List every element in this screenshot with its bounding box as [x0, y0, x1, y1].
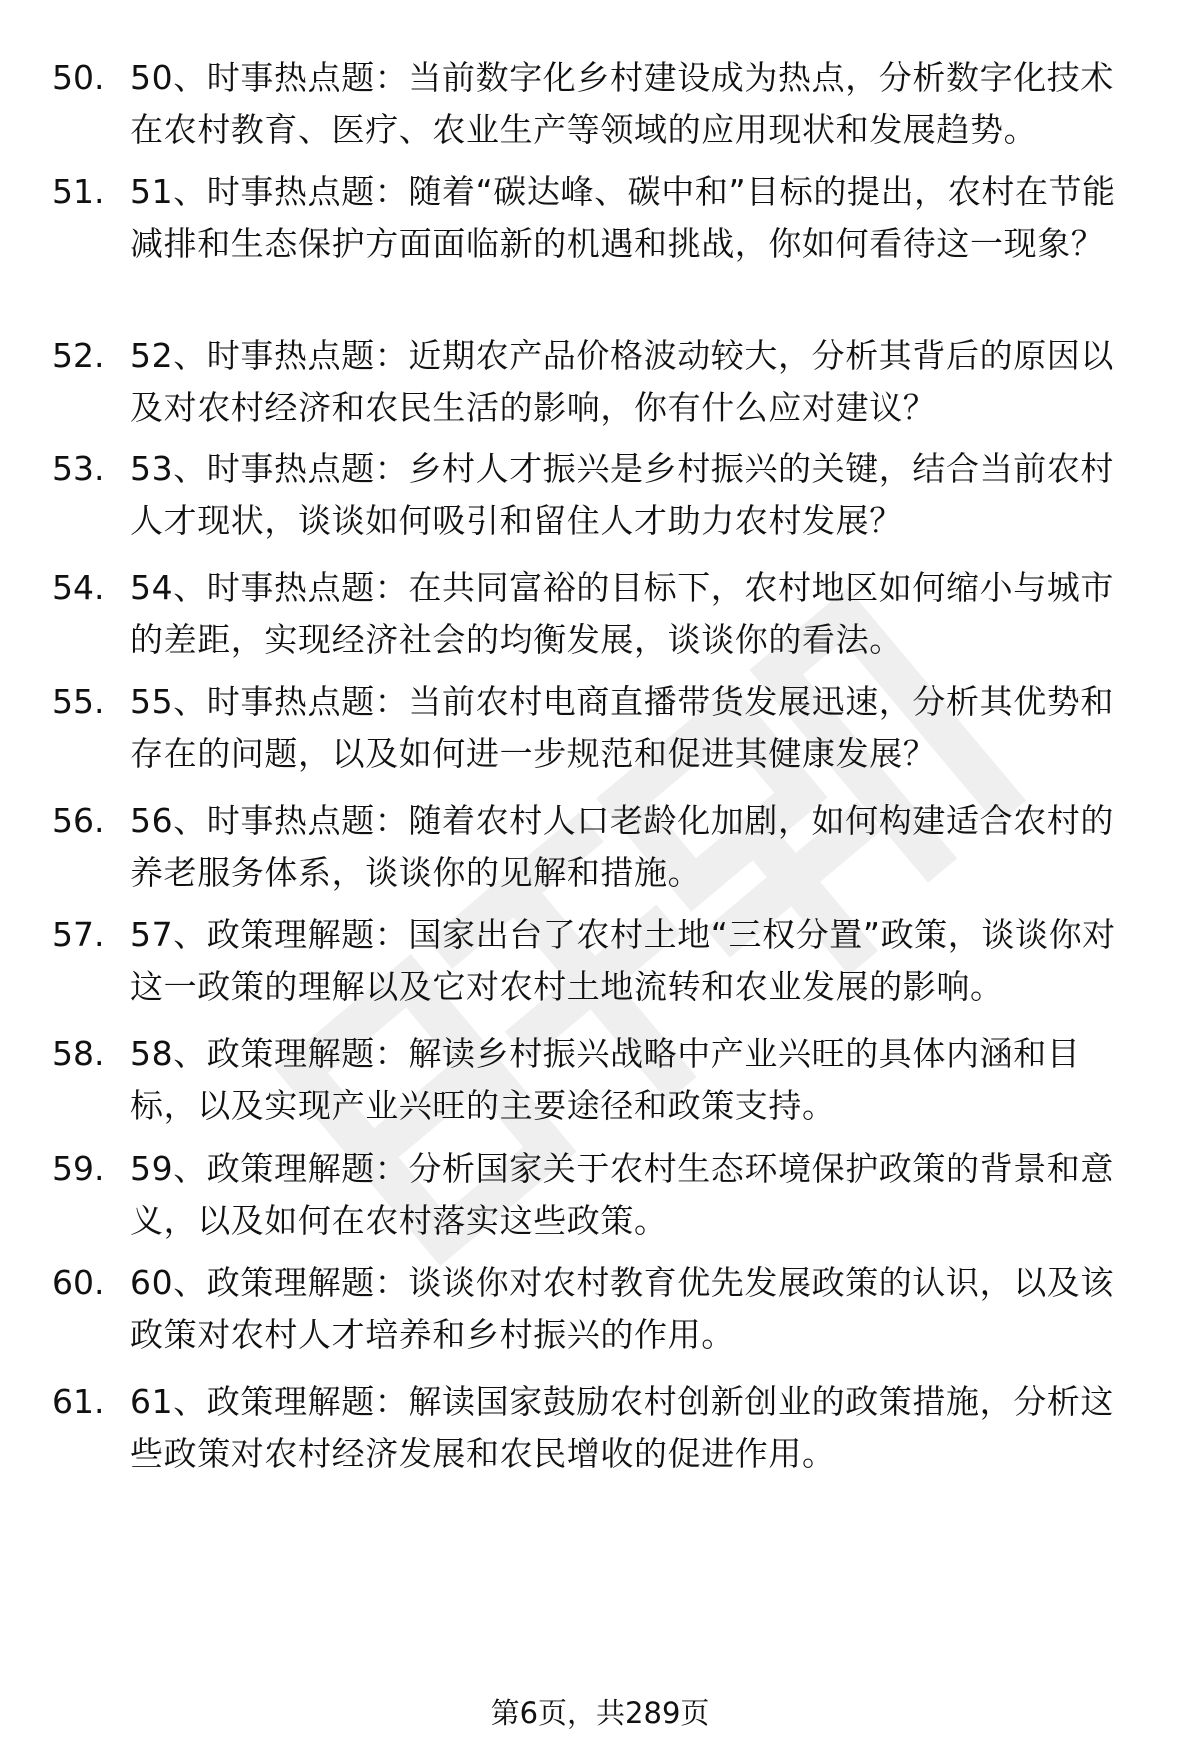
item-text: 53、时事热点题：乡村人才振兴是乡村振兴的关键，结合当前农村人才现状，谈谈如何吸引和留住人才助力农村发展？ [130, 449, 1114, 540]
item-number: 58. [52, 1034, 105, 1073]
item-number: 55. [52, 682, 105, 721]
item-text: 58、政策理解题：解读乡村振兴战略中产业兴旺的具体内涵和目标，以及实现产业兴旺的主要途径和政策支持。 [130, 1034, 1081, 1125]
item-number: 61. [52, 1382, 105, 1421]
item-number: 59. [52, 1149, 105, 1188]
item-number: 57. [52, 915, 105, 954]
item-text: 56、时事热点题：随着农村人口老龄化加剧，如何构建适合农村的养老服务体系，谈谈你的见解和措施。 [130, 801, 1114, 892]
item-text: 52、时事热点题：近期农产品价格波动较大，分析其背后的原因以及对农村经济和农民生活的影响，你有什么应对建议？ [130, 336, 1114, 427]
item-text: 50、时事热点题：当前数字化乡村建设成为热点，分析数字化技术在农村教育、医疗、农业生产等领域的应用现状和发展趋势。 [130, 58, 1114, 149]
item-text: 59、政策理解题：分析国家关于农村生态环境保护政策的背景和意义，以及如何在农村落实这些政策。 [130, 1149, 1114, 1240]
item-number: 60. [52, 1263, 105, 1302]
page-footer: 第6页，共289页 [490, 1696, 710, 1730]
item-text: 61、政策理解题：解读国家鼓励农村创新创业的政策措施，分析这些政策对农村经济发展和农民增收的促进作用。 [130, 1382, 1114, 1473]
item-text: 55、时事热点题：当前农村电商直播带货发展迅速，分析其优势和存在的问题，以及如何进一步规范和促进其健康发展？ [130, 682, 1114, 773]
item-number: 50. [52, 58, 105, 97]
item-number: 51. [52, 172, 105, 211]
item-text: 60、政策理解题：谈谈你对农村教育优先发展政策的认识，以及该政策对农村人才培养和乡村振兴的作用。 [130, 1263, 1114, 1354]
item-text: 51、时事热点题：随着“碳达峰、碳中和”目标的提出，农村在节能减排和生态保护方面面临新的机遇和挑战，你如何看待这一现象？ [130, 172, 1116, 263]
item-number: 53. [52, 449, 105, 488]
item-number: 52. [52, 336, 105, 375]
item-text: 57、政策理解题：国家出台了农村土地“三权分置”政策，谈谈你对这一政策的理解以及它对农村土地流转和农业发展的影响。 [130, 915, 1116, 1006]
item-text: 54、时事热点题：在共同富裕的目标下，农村地区如何缩小与城市的差距，实现经济社会的均衡发展，谈谈你的看法。 [130, 568, 1114, 659]
item-number: 54. [52, 568, 105, 607]
item-number: 56. [52, 801, 105, 840]
